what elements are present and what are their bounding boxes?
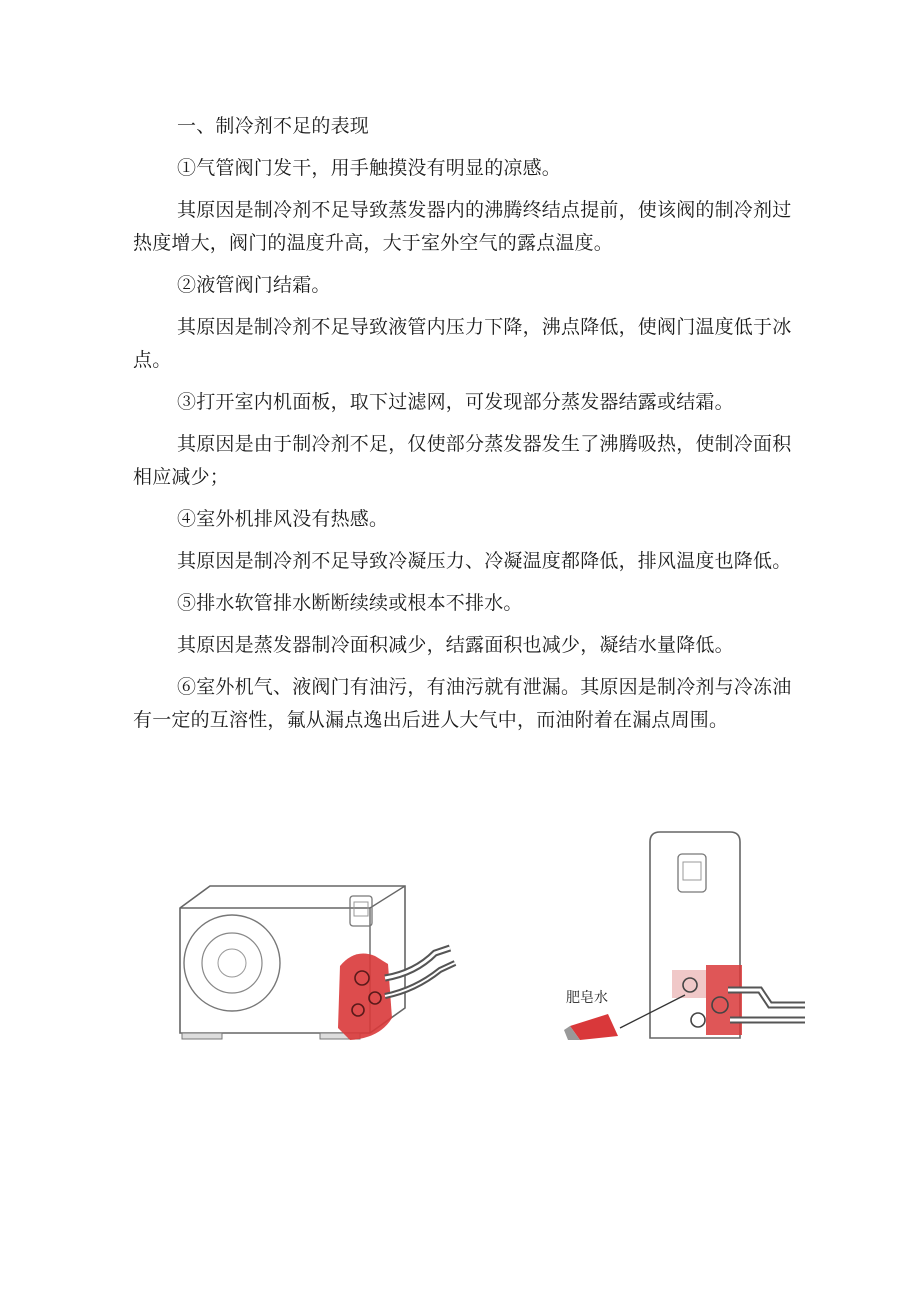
symptom-1: ①气管阀门发干，用手触摸没有明显的凉感。 xyxy=(177,157,562,179)
outdoor-unit-illustration xyxy=(170,878,460,1043)
symptom-6: ⑥室外机气、液阀门有油污，有油污就有泄漏。其原因是制冷剂与冷冻油有一定的互溶性，氟从漏点逸出后进人大气中，而油附着在漏点周围。 xyxy=(133,676,792,731)
symptom-2: ②液管阀门结霜。 xyxy=(177,274,331,296)
symptom-3: ③打开室内机面板，取下过滤网，可发现部分蒸发器结露或结霜。 xyxy=(177,391,734,413)
soap-water-label: 肥皂水 xyxy=(566,990,608,1006)
reason-2: 其原因是制冷剂不足导致液管内压力下降，沸点降低，使阀门温度低于冰点。 xyxy=(133,316,792,371)
text-body xyxy=(133,110,793,737)
reason-3: 其原因是由于制冷剂不足，仅使部分蒸发器发生了沸腾吸热，使制冷面积相应减少； xyxy=(133,433,792,488)
symptom-5: ⑤排水软管排水断断续续或根本不排水。 xyxy=(177,592,523,614)
symptom-4: ④室外机排风没有热感。 xyxy=(177,508,389,530)
leak-test-drawing xyxy=(560,830,805,1040)
reason-4: 其原因是制冷剂不足导致冷凝压力、冷凝温度都降低，排风温度也降低。 xyxy=(177,550,792,572)
reason-1: 其原因是制冷剂不足导致蒸发器内的沸腾终结点提前，使该阀的制冷剂过热度增大，阀门的温度升高，大于室外空气的露点温度。 xyxy=(133,199,792,254)
outdoor-unit-drawing xyxy=(170,878,460,1043)
soap-leak-test-illustration xyxy=(560,830,805,1040)
reason-5: 其原因是蒸发器制冷面积减少，结露面积也减少，凝结水量降低。 xyxy=(177,634,734,656)
section-heading: 一、制冷剂不足的表现 xyxy=(177,115,370,137)
